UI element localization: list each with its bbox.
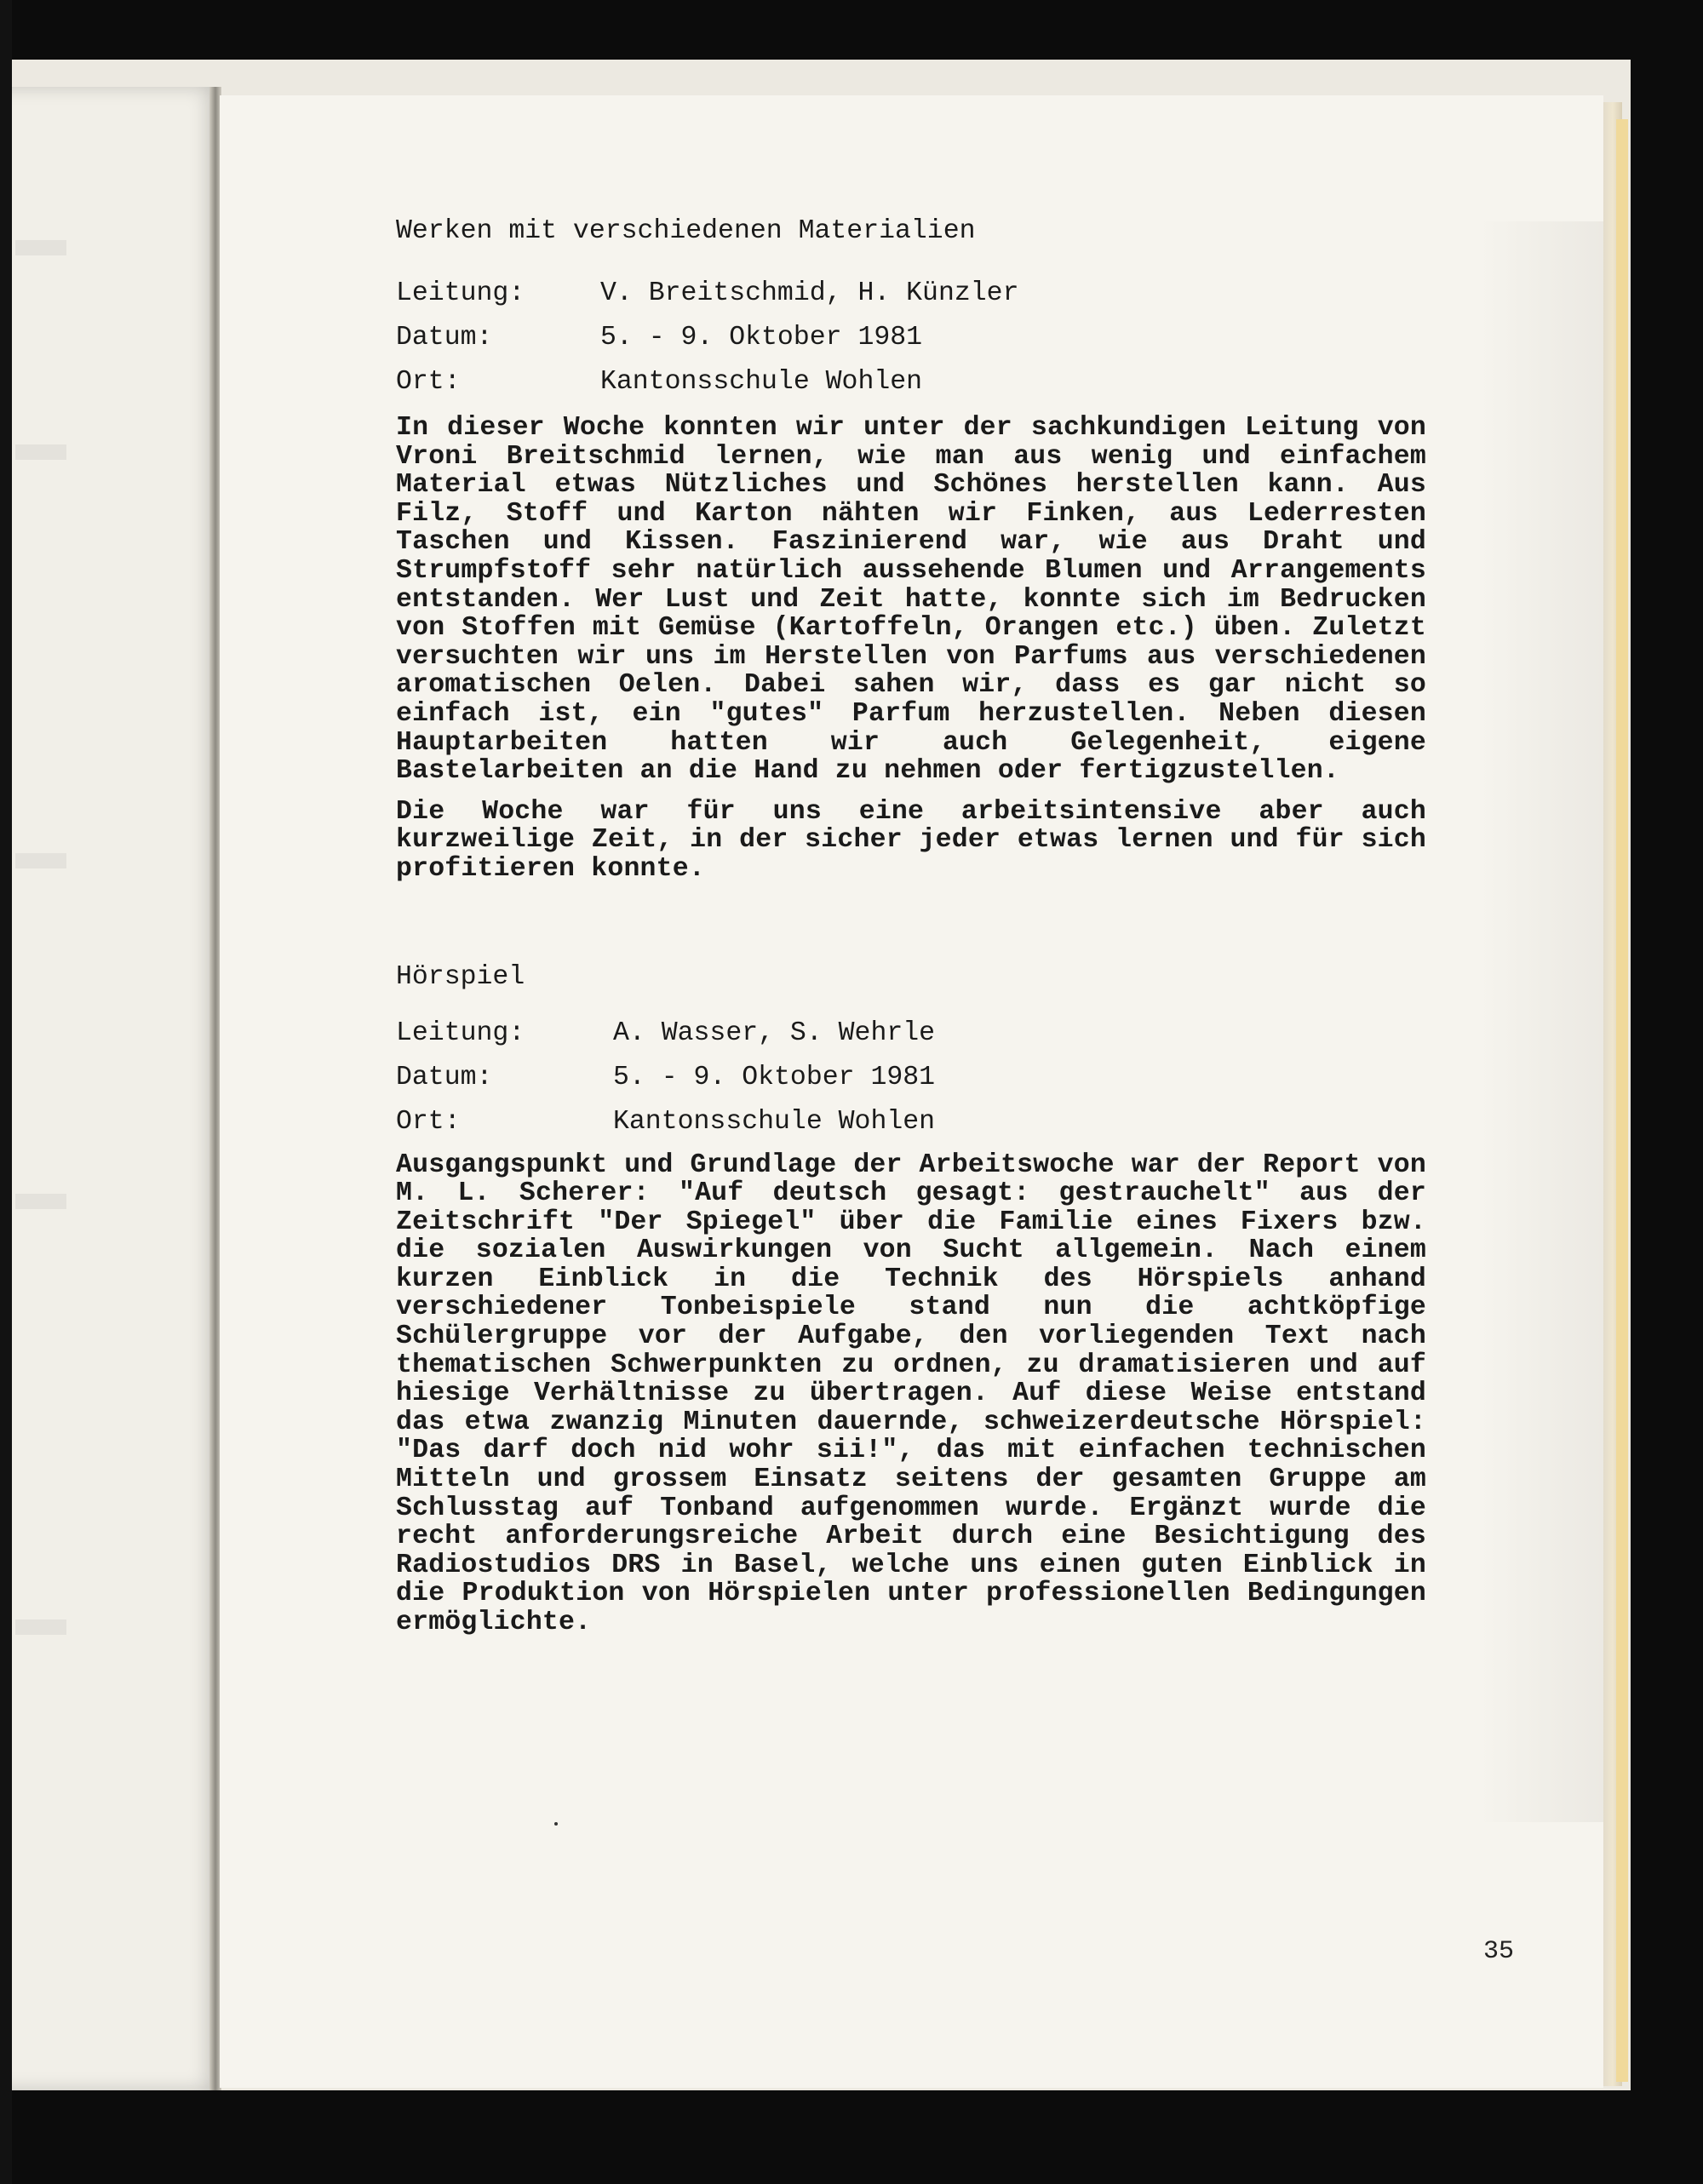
body-paragraph: In dieser Woche konnten wir unter der sachkundigen Leitung von Vroni Breitschmid lernen, wie man aus wenig und einfachem Material etwas Nützliches und Schönes herstellen kann. Aus Filz, Stoff und Karton nähten wir Finken, aus Lederresten Taschen und Kissen. Faszinierend war, wie aus Draht und Strumpfstoff sehr natürlich aussehende Blumen und Arrangements entstanden. Wer Lust und Zeit hatte, konnte sich im Bedrucken von Stoffen mit Gemüse (Kartoffeln, Orangen etc.) üben. Zuletzt versuchten wir uns im Herstellen von Parfums aus verschiedenen aromatischen Oelen. Dabei sahen wir, dass es gar nicht so einfach ist, ein "gutes" Parfum herzustellen. Neben diesen Hauptarbeiten hatten wir auch Gelegenheit, eigene Bastelarbeiten an die Hand zu nehmen oder fertigzustellen. — [396, 413, 1426, 787]
meta-label: Leitung: — [396, 278, 525, 308]
meta-row-datum — [396, 315, 1426, 359]
meta-row-datum — [396, 1056, 1426, 1100]
section-heading: Werken mit verschiedenen Materialien — [396, 216, 976, 246]
section-heading: Hörspiel — [396, 961, 525, 992]
scan-frame-top — [0, 0, 1703, 60]
scan-frame-left — [0, 0, 12, 2184]
meta-value: 5. - 9. Oktober 1981 — [600, 322, 923, 353]
meta-label: Datum: — [396, 322, 493, 353]
scan-frame-bottom — [0, 2090, 1703, 2184]
meta-row-leitung — [396, 271, 1426, 315]
page-content — [396, 213, 1426, 1637]
section-hoerspiel — [396, 959, 1426, 1637]
meta-value: A. Wasser, S. Wehrle — [613, 1018, 936, 1048]
meta-label: Ort: — [396, 1107, 461, 1137]
meta-row-leitung — [396, 1012, 1426, 1056]
body-paragraph: Die Woche war für uns eine arbeitsintensive aber auch kurzweilige Zeit, in der sicher jeder etwas lernen und für sich profitieren konnte. — [396, 796, 1426, 884]
meta-value: Kantonsschule Wohlen — [600, 366, 923, 397]
meta-value: 5. - 9. Oktober 1981 — [613, 1063, 936, 1092]
body-paragraph: Ausgangspunkt und Grundlage der Arbeitswoche war der Report von M. L. Scherer: "Auf deutsch gesagt: gestrauchelt" aus der Zeitschrift "Der Spiegel" über die Familie eines Fixers bzw. die sozialen Auswirkungen von Sucht allgemein. Nach einem kurzen Einblick in die Technik des Hörspiels anhand verschiedener Tonbeispiele stand nun die achtköpfige Schülergruppe vor der Aufgabe, den vorliegenden Text nach thematischen Schwerpunkten zu ordnen, zu dramatisieren und auf hiesige Verhältnisse zu übertragen. Auf diese Weise entstand das etwa zwanzig Minuten dauernde, schweizerdeutsche Hörspiel: "Das darf doch nid wohr sii!", das mit einfachen technischen Mitteln und grossem Einsatz seitens der gesamten Gruppe am Schlusstag auf Tonband aufgenommen wurde. Ergänzt wurde die recht anforderungsreiche Arbeit durch eine Besichtigung des Radiostudios DRS in Basel, welche uns einen guten Einblick in die Produktion von Hörspielen unter professionellen Bedingungen ermöglichte. — [396, 1149, 1426, 1637]
ink-speck — [554, 1822, 558, 1826]
section-werken — [396, 213, 1426, 884]
meta-table — [396, 1012, 1426, 1144]
meta-label: Leitung: — [396, 1018, 525, 1048]
meta-row-ort — [396, 359, 1426, 404]
meta-row-ort — [396, 1100, 1426, 1144]
meta-label: Datum: — [396, 1063, 493, 1092]
meta-table — [396, 271, 1426, 404]
meta-value: Kantonsschule Wohlen — [613, 1107, 936, 1137]
scan-frame-right — [1631, 0, 1703, 2184]
page-number: 35 — [1483, 1937, 1515, 1966]
meta-label: Ort: — [396, 366, 461, 397]
meta-value: V. Breitschmid, H. Künzler — [600, 278, 1019, 308]
